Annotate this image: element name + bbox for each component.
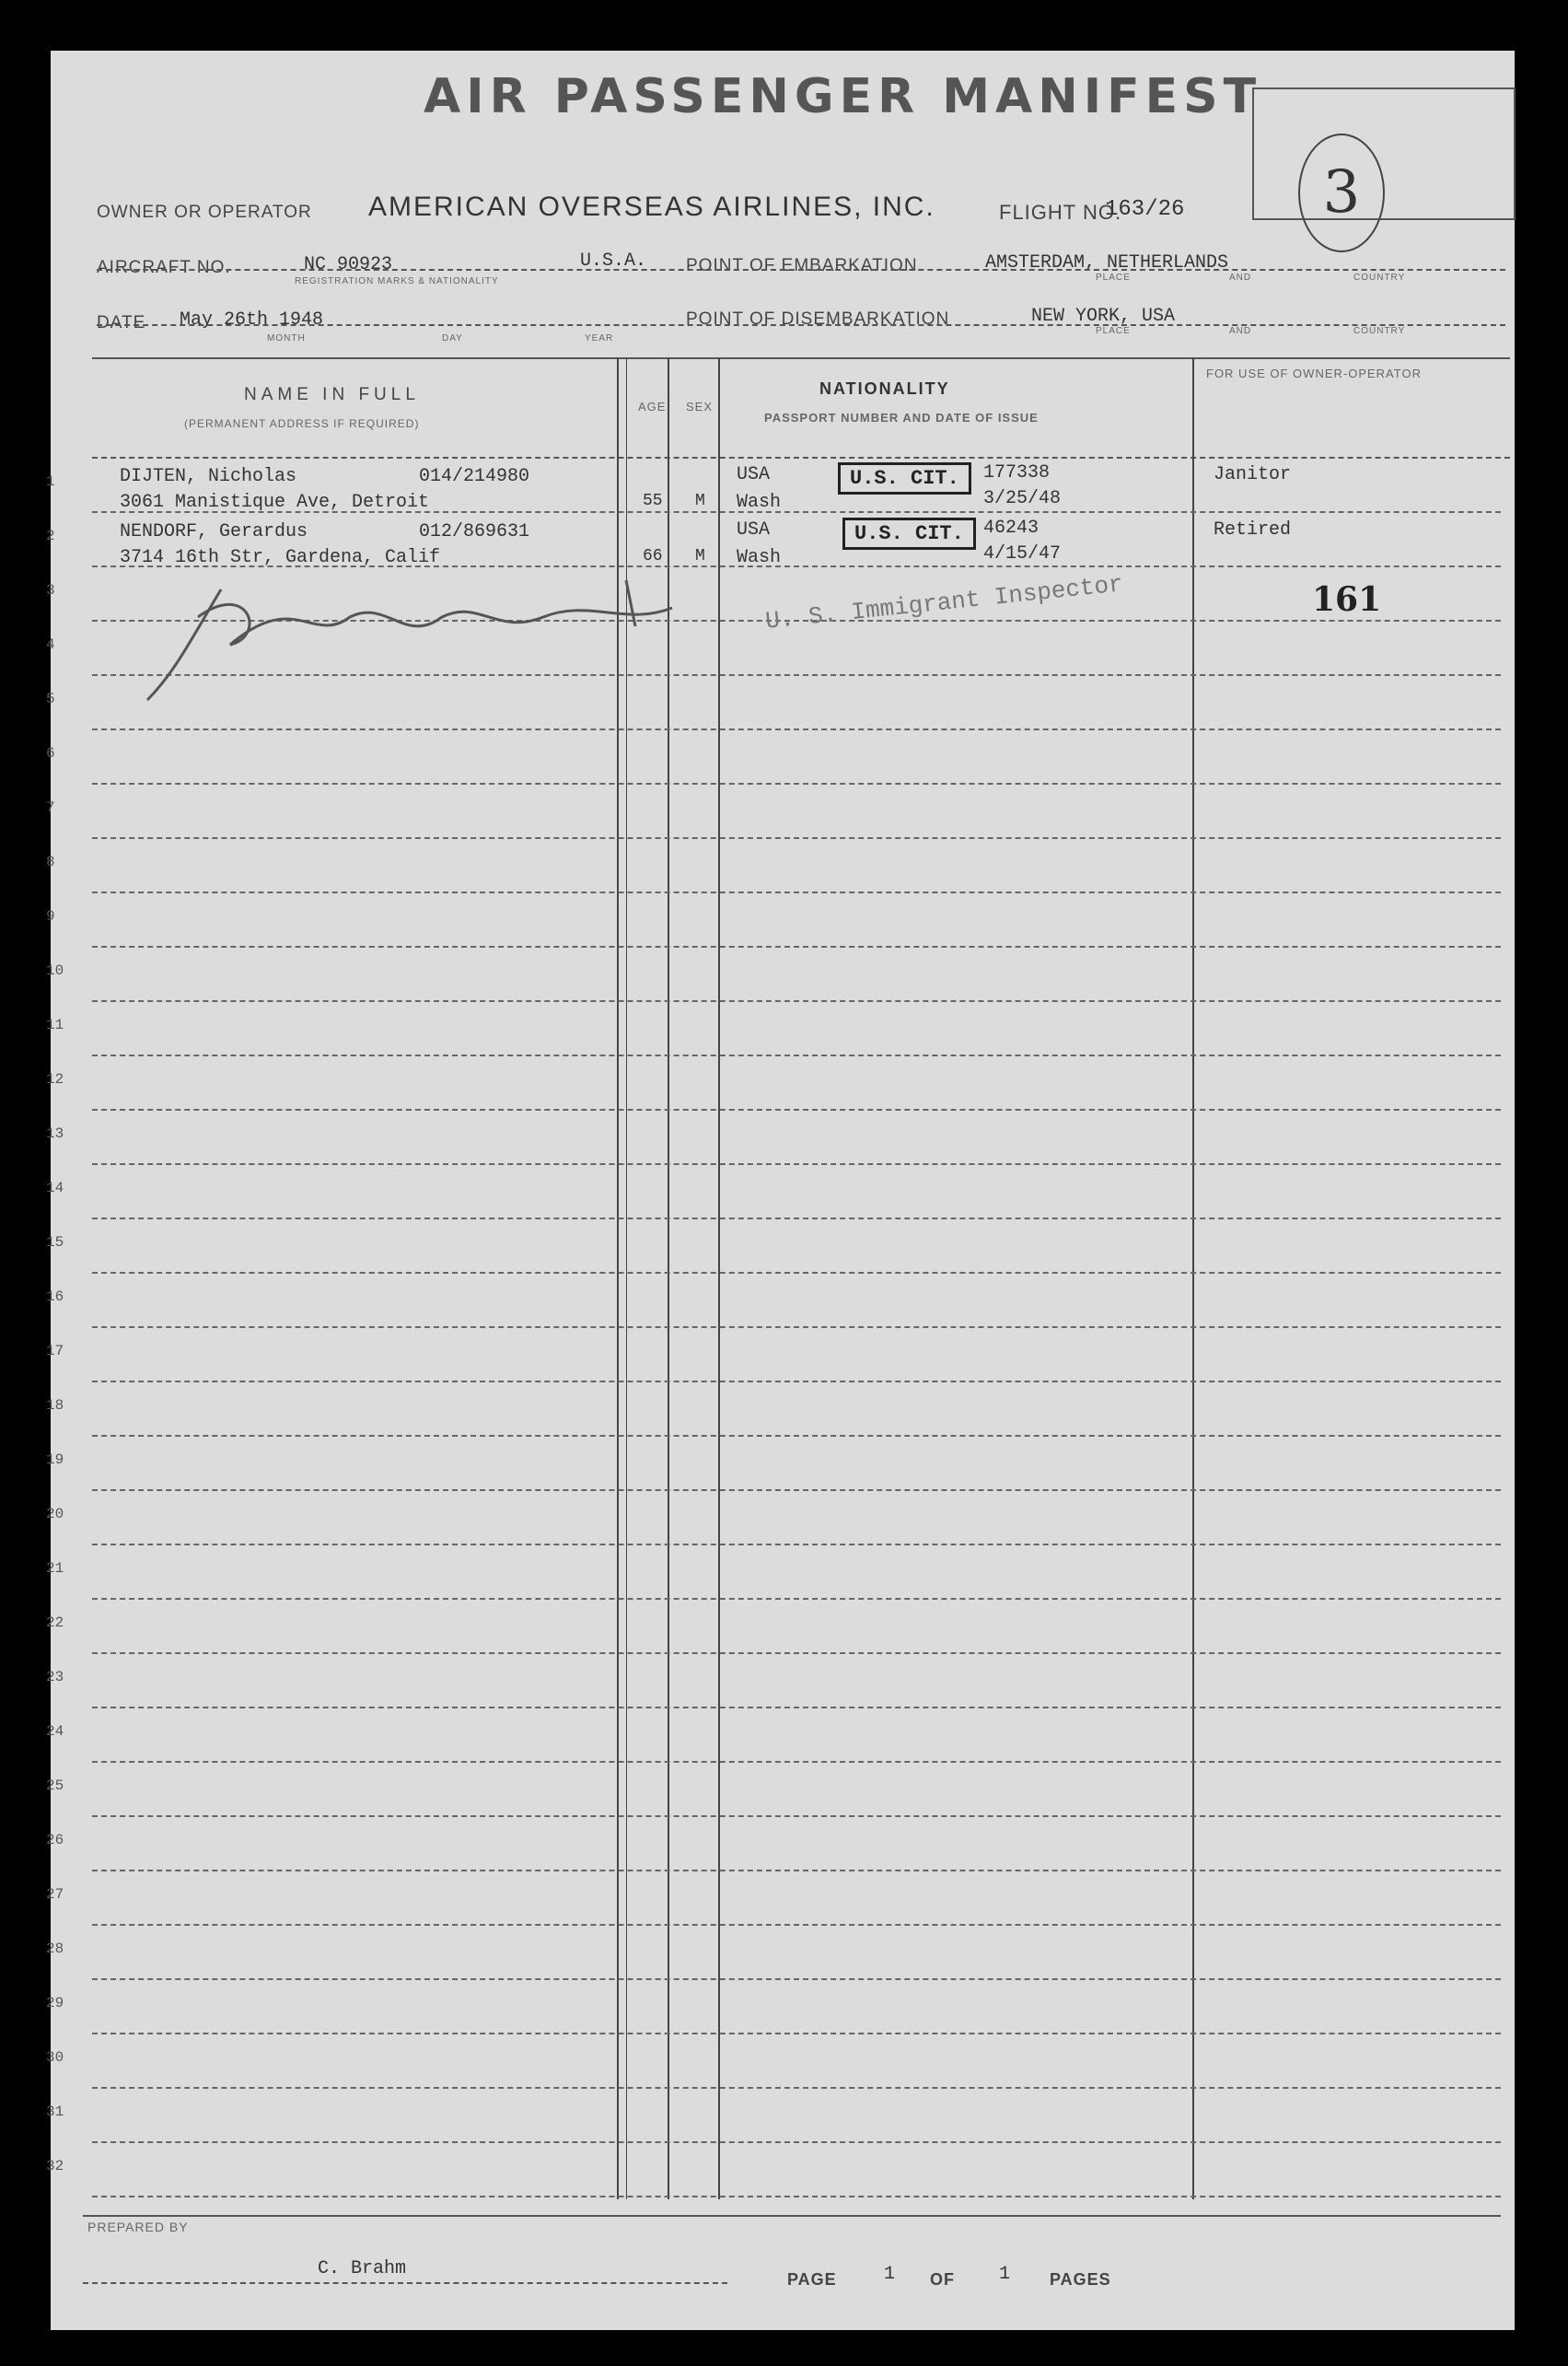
row-number: 28 (46, 1941, 64, 1957)
row-number: 25 (46, 1777, 64, 1794)
row-number: 4 (46, 636, 55, 653)
row-number: 20 (46, 1506, 64, 1522)
row-line (92, 1055, 1501, 1056)
row-line (92, 837, 1501, 839)
row-line (92, 1000, 1501, 1002)
page-label: PAGE (787, 2270, 837, 2289)
passenger-1-issued-at: Wash (737, 492, 782, 513)
row-line (92, 1870, 1501, 1871)
col-sex-header: SEX (686, 400, 714, 414)
inspector-signature (110, 562, 755, 709)
col-nationality-sub-header: PASSPORT NUMBER AND DATE OF ISSUE (764, 411, 1039, 425)
day-label: DAY (442, 333, 463, 344)
prepared-value: C. Brahm (318, 2258, 407, 2279)
row-line (92, 1815, 1501, 1817)
disembark-country-label: COUNTRY (1353, 326, 1406, 336)
col-owner-header: FOR USE OF OWNER-OPERATOR (1206, 367, 1422, 380)
row-number: 27 (46, 1886, 64, 1903)
embark-label: POINT OF EMBARKATION (686, 256, 918, 275)
date-label: DATE (97, 313, 146, 332)
row-number: 32 (46, 2158, 64, 2174)
row-line (92, 2087, 1501, 2089)
date-line (97, 324, 1505, 326)
row-line (92, 1761, 1501, 1763)
of-value: 1 (999, 2264, 1011, 2285)
col-name-header: NAME IN FULL (244, 385, 420, 404)
passenger-2-id: 012/869631 (419, 521, 530, 542)
passenger-2-age: 66 (643, 547, 663, 565)
flight-label: FLIGHT NO. (999, 201, 1122, 224)
col-name-sub-header: (PERMANENT ADDRESS IF REQUIRED) (184, 417, 420, 430)
col-divider-nationality (1192, 357, 1194, 2199)
row-number: 12 (46, 1071, 64, 1088)
manifest-title: AIR PASSENGER MANIFEST (424, 69, 1262, 124)
inspector-stamp: U. S. Immigrant Inspector (764, 570, 1125, 635)
embark-value: AMSTERDAM, NETHERLANDS (985, 252, 1229, 274)
prepared-line (83, 2282, 727, 2284)
row-number: 11 (46, 1017, 64, 1033)
row-number: 15 (46, 1234, 64, 1251)
row-line (92, 2033, 1501, 2034)
row-line (92, 1163, 1501, 1165)
passenger-1-passport-date: 3/25/48 (983, 488, 1062, 509)
passenger-1-nationality: USA (737, 464, 771, 485)
row-line (92, 946, 1501, 948)
row-number: 10 (46, 962, 64, 979)
year-label: YEAR (585, 333, 614, 344)
disembark-label: POINT OF DISEMBARKATION (686, 309, 950, 329)
row-line (92, 2196, 1501, 2197)
row-number: 5 (46, 691, 55, 707)
row-number: 1 (46, 473, 55, 490)
passenger-2-sex: M (695, 547, 705, 565)
row-line (92, 1218, 1501, 1219)
row-line (92, 2141, 1501, 2143)
row-line (92, 892, 1501, 893)
row-line (92, 1381, 1501, 1382)
disembark-and-label: AND (1229, 326, 1252, 336)
passenger-2-nationality: USA (737, 519, 771, 541)
circled-page-number: 3 (1298, 134, 1385, 252)
row-line (92, 1652, 1501, 1654)
row-line (92, 783, 1501, 785)
table-header-line (92, 457, 1510, 459)
row-number: 8 (46, 854, 55, 870)
row-number: 3 (46, 582, 55, 599)
passenger-1-id: 014/214980 (419, 466, 530, 487)
passenger-2-name: NENDORF, Gerardus (120, 521, 308, 542)
row-line (92, 1978, 1501, 1980)
passenger-2-passport-date: 4/15/47 (983, 543, 1062, 565)
aircraft-value: NC 90923 (304, 254, 393, 275)
row-line (92, 1924, 1501, 1926)
row-line (92, 1707, 1501, 1708)
row-number: 7 (46, 799, 55, 816)
row-number: 23 (46, 1669, 64, 1685)
row-line (92, 1544, 1501, 1545)
passenger-1-age: 55 (643, 492, 663, 510)
passenger-2-occupation: Retired (1214, 519, 1292, 541)
passenger-1-sex: M (695, 492, 705, 510)
row-line (92, 1489, 1501, 1491)
passenger-1-name: DIJTEN, Nicholas (120, 466, 297, 487)
passenger-2-passport: 46243 (983, 518, 1040, 539)
col-age-header: AGE (638, 400, 667, 414)
passenger-1-address: 3061 Manistique Ave, Detroit (120, 492, 430, 513)
pages-label: PAGES (1050, 2270, 1111, 2289)
passenger-2-address: 3714 16th Str, Gardena, Calif (120, 547, 441, 568)
row-number: 24 (46, 1723, 64, 1740)
month-label: MONTH (267, 333, 306, 344)
embark-and-label: AND (1229, 273, 1252, 283)
passenger-2-citizen-stamp: U.S. CIT. (842, 518, 976, 550)
aircraft-label: AIRCRAFT NO. (97, 258, 231, 277)
row-line (92, 1326, 1501, 1328)
row-number: 30 (46, 2049, 64, 2066)
row-number: 9 (46, 908, 55, 925)
owner-value: AMERICAN OVERSEAS AIRLINES, INC. (368, 192, 935, 222)
row-line (92, 1435, 1501, 1437)
row-number: 2 (46, 528, 55, 544)
passenger-1-passport: 177338 (983, 462, 1051, 484)
row-line (92, 728, 1501, 730)
footer-top-line (83, 2215, 1501, 2217)
passenger-1-citizen-stamp: U.S. CIT. (838, 462, 971, 495)
date-value: May 26th 1948 (180, 309, 324, 331)
row-number: 13 (46, 1125, 64, 1142)
row-number: 29 (46, 1995, 64, 2011)
disembark-place-label: PLACE (1096, 326, 1131, 336)
owner-label: OWNER OR OPERATOR (97, 203, 312, 222)
passenger-1-occupation: Janitor (1214, 464, 1292, 485)
row-number: 14 (46, 1180, 64, 1196)
row-line (92, 1109, 1501, 1111)
aircraft-nationality: U.S.A. (580, 251, 647, 272)
of-label: OF (930, 2270, 955, 2289)
prepared-label: PREPARED BY (87, 2220, 189, 2234)
embark-country-label: COUNTRY (1353, 273, 1406, 283)
row-line (92, 1272, 1501, 1274)
row-number: 19 (46, 1451, 64, 1468)
row-number: 26 (46, 1832, 64, 1848)
row-number: 16 (46, 1288, 64, 1305)
passenger-2-issued-at: Wash (737, 547, 782, 568)
owner-note-number: 161 (1312, 580, 1382, 619)
row-number: 21 (46, 1560, 64, 1577)
row-number: 22 (46, 1614, 64, 1631)
table-top-line (92, 357, 1510, 359)
row-number: 6 (46, 745, 55, 762)
row-number: 18 (46, 1397, 64, 1414)
col-nationality-header: NATIONALITY (819, 379, 950, 398)
row-line (92, 1598, 1501, 1600)
embark-place-label: PLACE (1096, 273, 1131, 283)
row-number: 17 (46, 1343, 64, 1359)
flight-value: 163/26 (1105, 197, 1185, 222)
row-number: 31 (46, 2104, 64, 2120)
page-value: 1 (884, 2264, 896, 2285)
aircraft-sub-label: REGISTRATION MARKS & NATIONALITY (295, 276, 499, 286)
disembark-value: NEW YORK, USA (1031, 306, 1176, 327)
aircraft-line (97, 269, 1505, 271)
